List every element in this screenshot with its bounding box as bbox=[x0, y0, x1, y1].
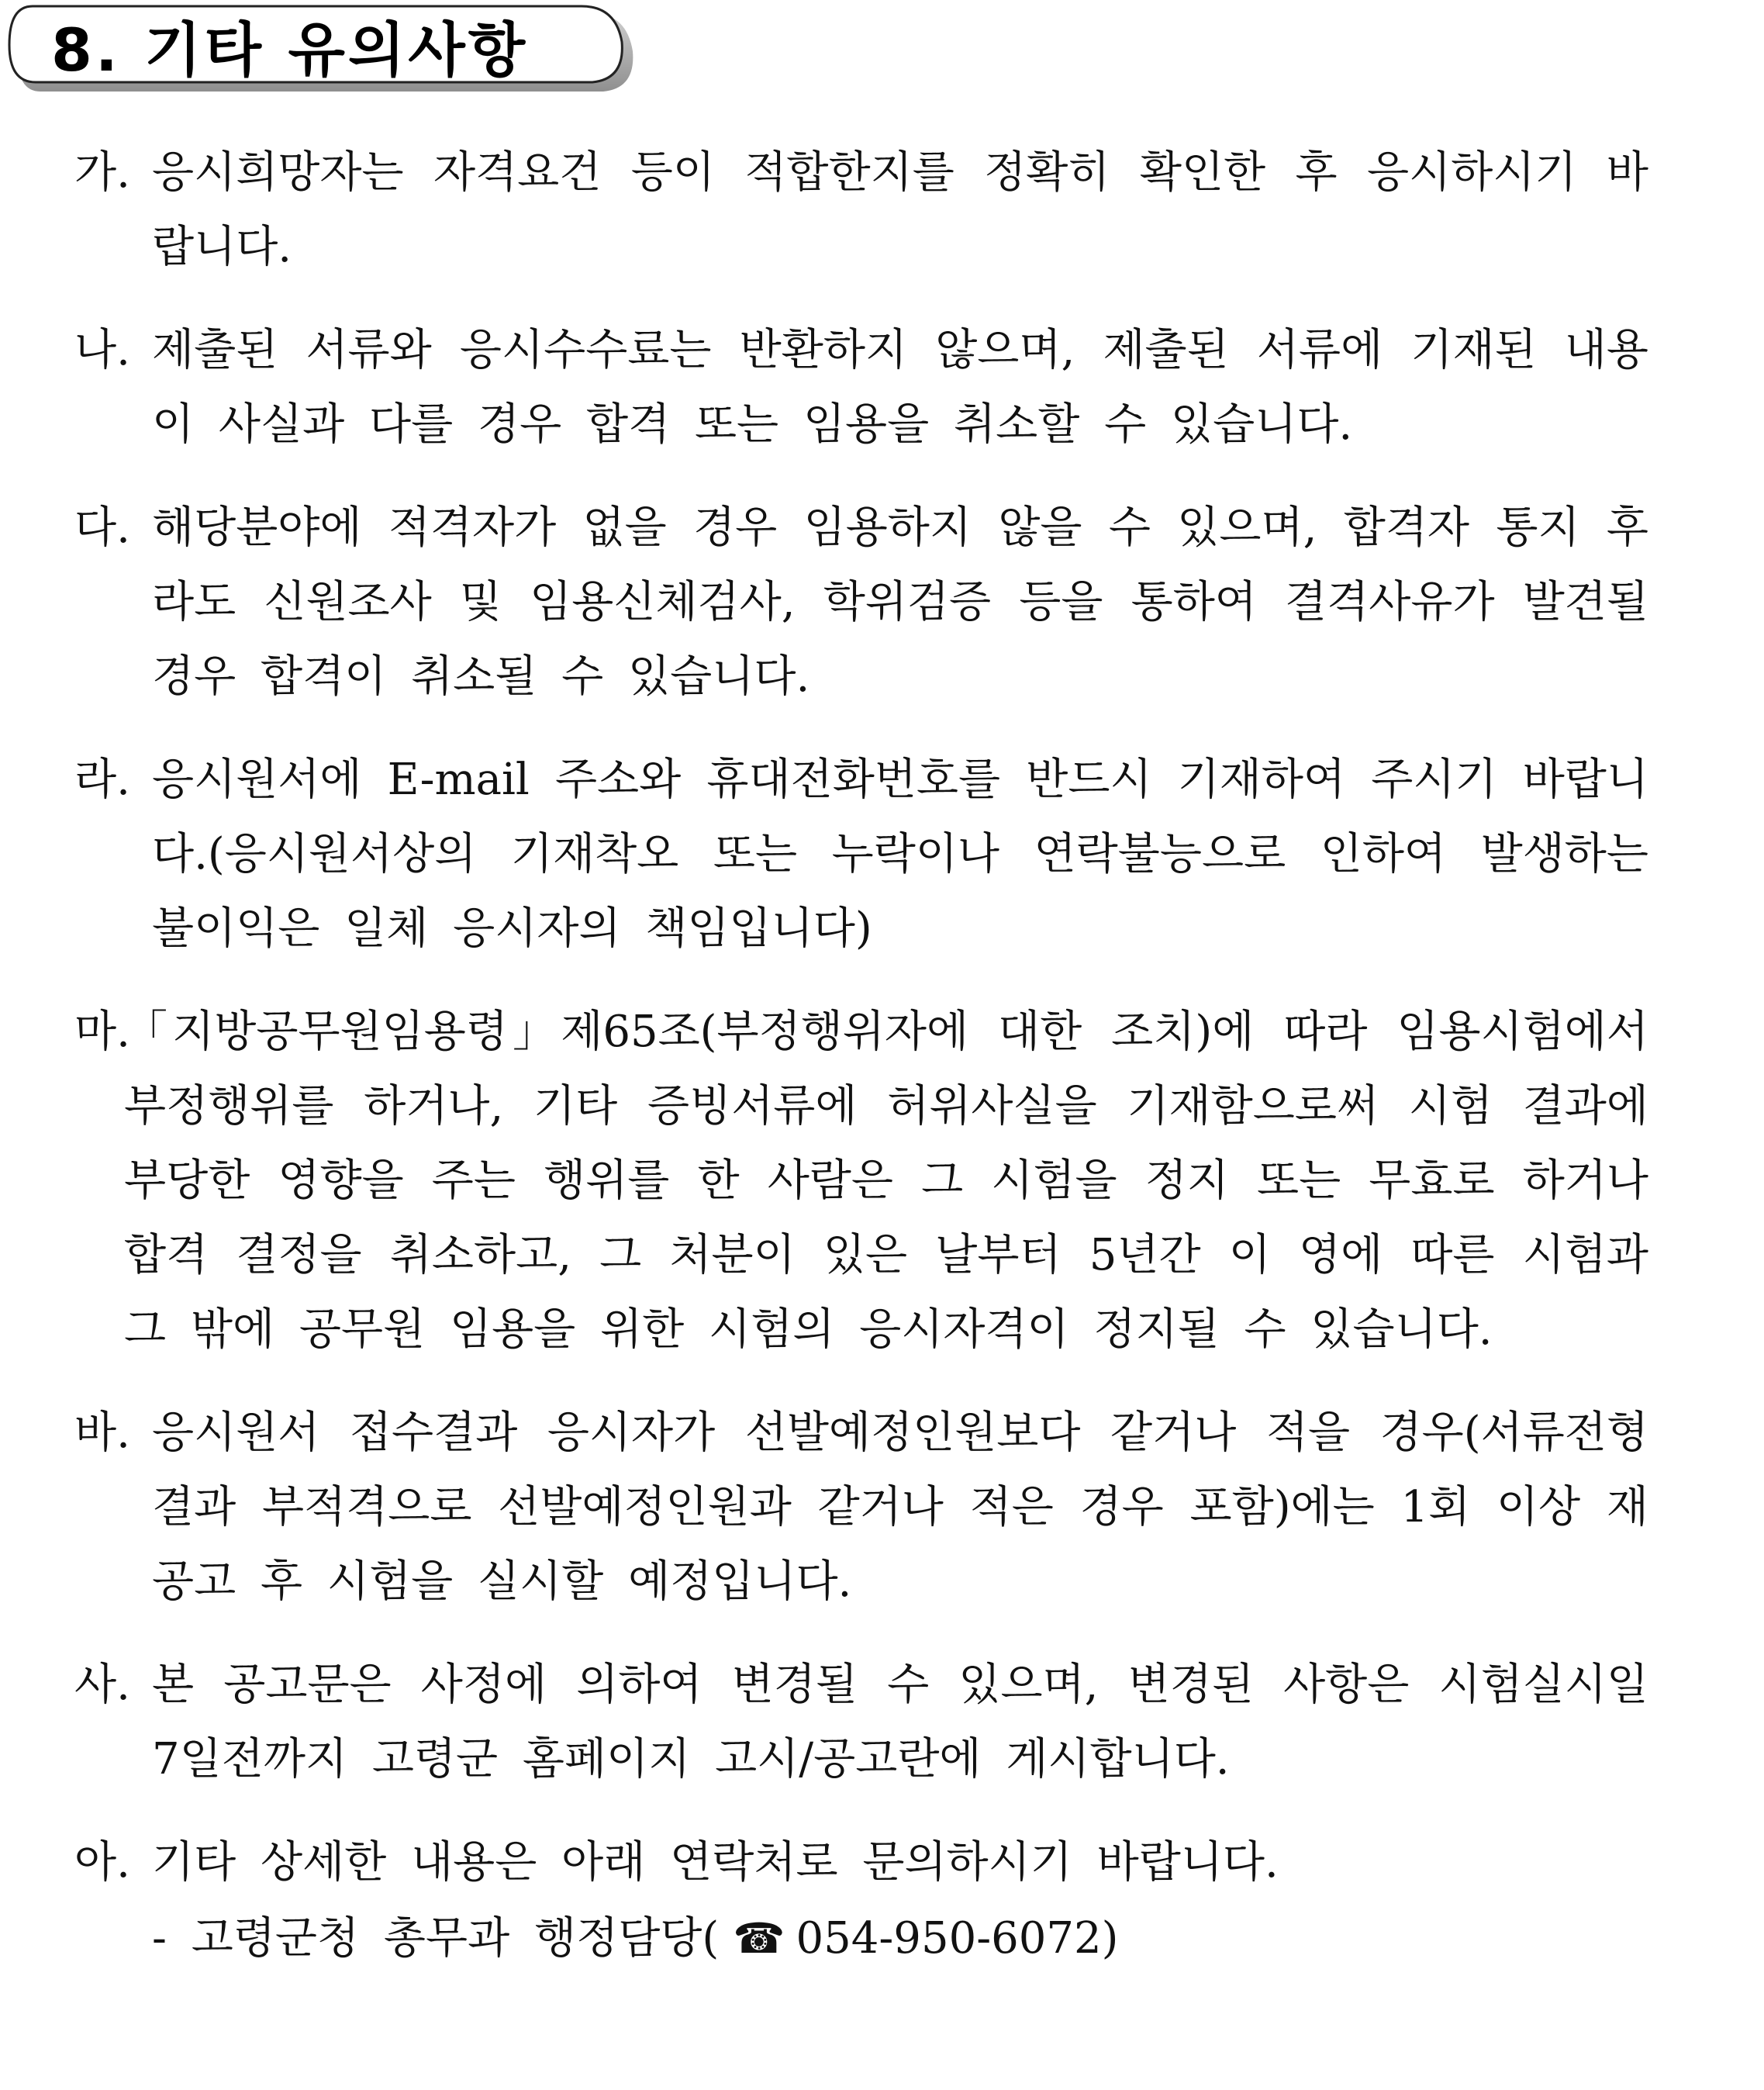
notice-marker: 바. bbox=[74, 1408, 130, 1458]
notice-text: 「지방공무원임용령」제65조(부정행위자에 대한 조치)에 따라 임용시험에서 부정행위를 하거나, 기타 증빙서류에 허위사실을 기재함으로써 시험 결과에 부당한 영향을 주는 행위를 한 사람은 그 시험을 정지 또는 무효로 하거나 합격 결정을 취소하고, 그 처분이 있은 날부터 5년간 이 영에 따른 시험과 그 밖에 공무원 임용을 위한 시험의 응시자격이 정지될 수 있습니다. bbox=[124, 1007, 1648, 1355]
notice-text: 본 공고문은 사정에 의하여 변경될 수 있으며, 변경된 사항은 시험실시일 7일전까지 고령군 홈페이지 고시/공고란에 게시합니다. bbox=[152, 1660, 1648, 1784]
notice-text: 해당분야에 적격자가 없을 경우 임용하지 않을 수 있으며, 합격자 통지 후라도 신원조사 및 임용신체검사, 학위검증 등을 통하여 결격사유가 발견될 경우 합격이 취소될 수 있습니다. bbox=[152, 503, 1648, 702]
notice-list bbox=[74, 136, 1648, 2005]
notice-item-ba bbox=[74, 1396, 1648, 1619]
notice-marker: 다. bbox=[74, 503, 130, 553]
notice-marker: 나. bbox=[74, 325, 130, 375]
notice-marker: 사. bbox=[74, 1660, 130, 1710]
notice-text: 응시원서 접수결과 응시자가 선발예정인원보다 같거나 적을 경우(서류전형 결과 부적격으로 선발예정인원과 같거나 적은 경우 포함)에는 1회 이상 재공고 후 시험을 실시할 예정입니다. bbox=[152, 1408, 1648, 1607]
notice-marker: 아. bbox=[74, 1837, 130, 1888]
notice-item-da bbox=[74, 491, 1648, 714]
notice-text: 제출된 서류와 응시수수료는 반환하지 않으며, 제출된 서류에 기재된 내용이 사실과 다를 경우 합격 또는 임용을 취소할 수 있습니다. bbox=[152, 325, 1648, 450]
notice-text: 응시원서에 E-mail 주소와 휴대전화번호를 반드시 기재하여 주시기 바랍니다.(응시원서상의 기재착오 또는 누락이나 연락불능으로 인하여 발생하는 불이익은 일체 응시자의 책임입니다) bbox=[152, 755, 1648, 954]
section-header bbox=[6, 5, 638, 98]
notice-text: 기타 상세한 내용은 아래 연락처로 문의하시기 바랍니다. bbox=[152, 1837, 1279, 1888]
notice-item-ra bbox=[74, 743, 1648, 966]
notice-marker: 가. bbox=[74, 147, 130, 198]
notice-text: 응시희망자는 자격요건 등이 적합한지를 정확히 확인한 후 응시하시기 바랍니다. bbox=[152, 147, 1648, 272]
notice-item-na bbox=[74, 313, 1648, 462]
phone-icon: ☎ bbox=[733, 1914, 785, 1963]
contact-phone: 054-950-6072) bbox=[796, 1913, 1119, 1964]
section-title: 8. 기타 유의사항 bbox=[51, 16, 529, 85]
notice-marker: 마. bbox=[74, 1007, 130, 1057]
notice-item-sa bbox=[74, 1648, 1648, 1797]
contact-line bbox=[152, 1902, 1648, 1976]
notice-marker: 라. bbox=[74, 755, 130, 805]
notice-text-block bbox=[152, 1826, 1648, 1976]
notice-item-ga bbox=[74, 136, 1648, 285]
notice-item-ma bbox=[74, 995, 1648, 1367]
contact-prefix: - 고령군청 총무과 행정담당( bbox=[152, 1913, 720, 1964]
notice-item-a bbox=[74, 1826, 1648, 1976]
